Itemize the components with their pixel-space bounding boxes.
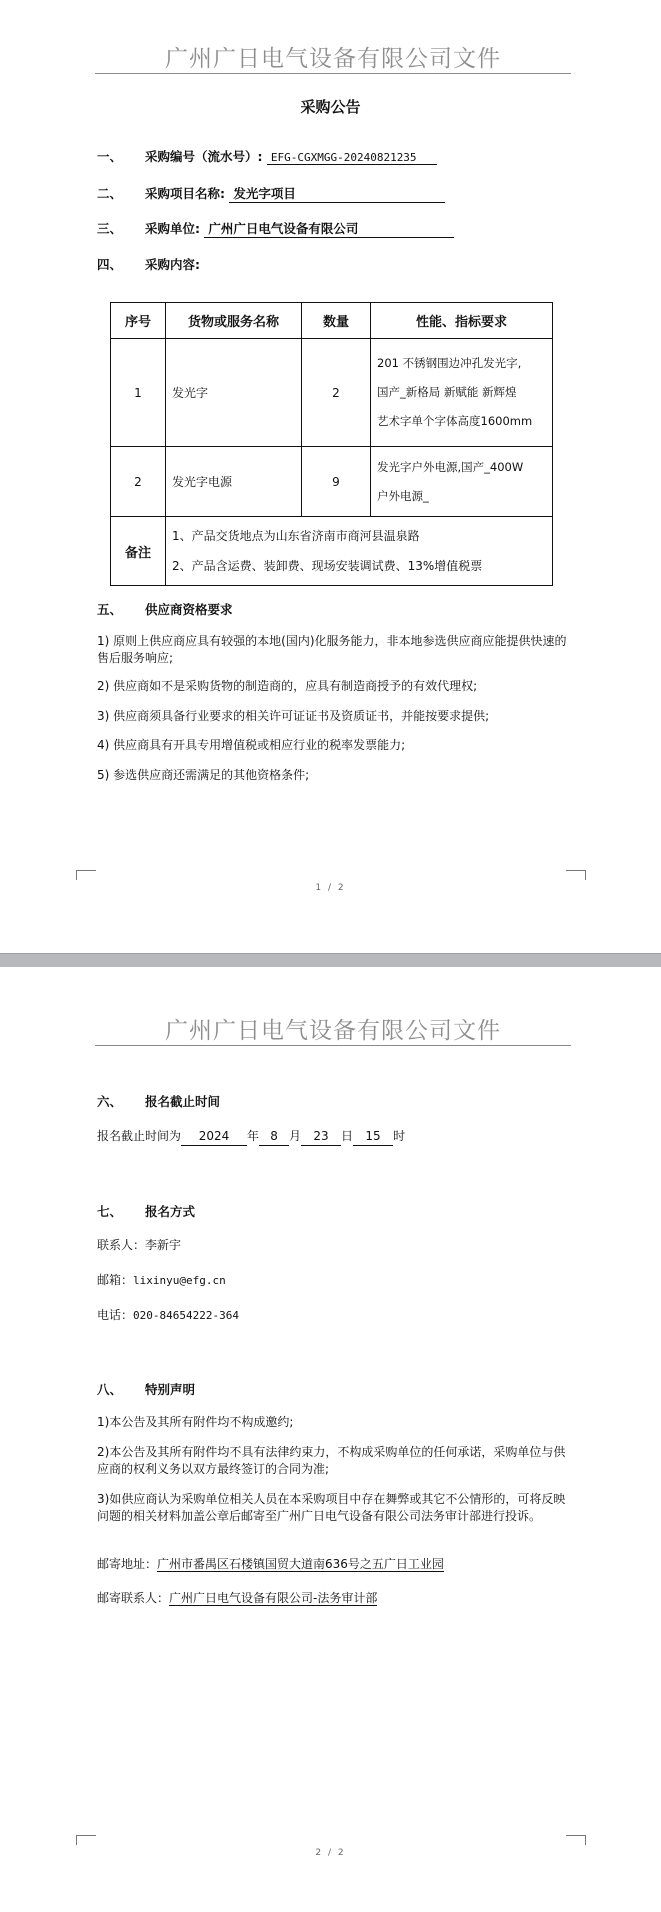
spec-line: 201 不锈钢围边冲孔发光字, xyxy=(377,356,522,370)
phone-value: 020-84654222-364 xyxy=(133,1309,239,1322)
section-label: 采购内容: xyxy=(145,257,200,272)
requirement-item: 5) 参选供应商还需满足的其他资格条件; xyxy=(97,768,310,782)
section-procurement-unit xyxy=(97,219,454,238)
section-supplier-qualification xyxy=(97,600,233,618)
deadline-line xyxy=(97,1128,567,1146)
statement-item: 3)如供应商认为采购单位相关人员在本采购项目中存在舞弊或其它不公情形的，可将反映问题的相关材料加盖公章后邮寄至广州广日电气设备有限公司法务审计部进行投诉。 xyxy=(97,1492,566,1523)
page-separator xyxy=(0,953,661,967)
spec-line: 艺术字单个字体高度1600mm xyxy=(377,414,533,428)
section-label: 采购编号（流水号）: xyxy=(145,149,263,164)
section-label: 采购项目名称: xyxy=(145,186,225,201)
section-number: 五、 xyxy=(97,602,123,617)
section-number: 六、 xyxy=(97,1094,123,1109)
cell-qty: 2 xyxy=(302,339,371,447)
column-header: 货物或服务名称 xyxy=(166,303,302,339)
cell-qty: 9 xyxy=(302,447,371,517)
contact-label: 联系人： xyxy=(97,1238,146,1252)
table-row xyxy=(111,447,553,517)
table-header-row xyxy=(111,303,553,339)
deadline-year-unit: 年 xyxy=(247,1129,260,1143)
section-number: 二、 xyxy=(97,186,123,201)
deadline-day-unit: 日 xyxy=(341,1129,354,1143)
page-corner-mark xyxy=(566,870,586,880)
phone-label: 电话： xyxy=(97,1308,134,1322)
requirement-item: 4) 供应商具有开具专用增值税或相应行业的税率发票能力; xyxy=(97,738,406,752)
deadline-day: 23 xyxy=(301,1128,341,1146)
section-project-name xyxy=(97,184,445,203)
email-line xyxy=(97,1272,567,1289)
project-name-value: 发光字项目 xyxy=(229,184,445,203)
statement-item: 2)本公告及其所有附件均不具有法律约束力，不构成采购单位的任何承诺，采购单位与供应商的权利义务以双方最终签订的合同为准; xyxy=(97,1445,566,1476)
requirement-item: 3) 供应商须具备行业要求的相关许可证证书及资质证书，并能按要求提供; xyxy=(97,709,490,723)
contact-value: 李新宇 xyxy=(145,1238,182,1252)
cell-name: 发光字电源 xyxy=(166,447,302,517)
page-corner-mark xyxy=(566,1835,586,1845)
cell-spec xyxy=(371,447,553,517)
contact-line xyxy=(97,1237,567,1254)
deadline-hour-unit: 时 xyxy=(393,1129,406,1143)
section-label: 采购单位: xyxy=(145,221,200,236)
spec-line: 发光字户外电源,国产_400W xyxy=(377,459,524,474)
deadline-year: 2024 xyxy=(181,1128,247,1146)
column-header: 性能、指标要求 xyxy=(371,303,553,339)
section-label: 特别声明 xyxy=(145,1382,196,1397)
remark-label: 备注 xyxy=(111,517,166,586)
document-header: 广州广日电气设备有限公司文件 xyxy=(165,1018,501,1044)
section-number: 四、 xyxy=(97,257,123,272)
cell-name: 发光字 xyxy=(166,339,302,447)
cell-spec xyxy=(371,339,553,447)
remark-line: 1、产品交货地点为山东省济南市商河县温泉路 xyxy=(172,529,420,543)
mail-contact-line xyxy=(97,1590,567,1607)
spec-line: 国产_新格局 新赋能 新辉煌 xyxy=(377,385,517,399)
deadline-hour: 15 xyxy=(353,1128,393,1146)
deadline-month-unit: 月 xyxy=(289,1129,302,1143)
cell-no: 1 xyxy=(111,339,166,447)
document-page-2 xyxy=(0,967,661,1912)
mail-contact-value: 广州广日电气设备有限公司-法务审计部 xyxy=(169,1591,378,1605)
page-title: 采购公告 xyxy=(300,98,361,116)
remark-content xyxy=(166,517,553,586)
section-registration-method xyxy=(97,1202,195,1220)
procurement-unit-value: 广州广日电气设备有限公司 xyxy=(204,219,454,238)
requirement-item: 2) 供应商如不是采购货物的制造商的，应具有制造商授予的有效代理权; xyxy=(97,679,478,693)
section-procurement-number xyxy=(97,147,437,165)
section-procurement-content xyxy=(97,255,200,273)
page-number: 1 / 2 xyxy=(315,883,346,893)
section-registration-deadline xyxy=(97,1092,220,1110)
section-label: 报名截止时间 xyxy=(145,1094,221,1109)
section-number: 一、 xyxy=(97,149,123,164)
requirement-item: 1) 原则上供应商应具有较强的本地(国内)化服务能力，非本地参选供应商应能提供快速的售后服务响应; xyxy=(97,634,567,665)
section-label: 供应商资格要求 xyxy=(145,602,233,617)
table-remark-row xyxy=(111,517,553,586)
section-number: 八、 xyxy=(97,1382,123,1397)
procurement-number-value: EFG-CGXMGG-20240821235 xyxy=(267,151,437,165)
cell-no: 2 xyxy=(111,447,166,517)
mail-address-line xyxy=(97,1556,567,1573)
column-header: 数量 xyxy=(302,303,371,339)
remark-line: 2、产品含运费、装卸费、现场安装调试费、13%增值税票 xyxy=(172,559,483,573)
section-number: 三、 xyxy=(97,221,123,236)
page-corner-mark xyxy=(76,870,96,880)
page-number: 2 / 2 xyxy=(315,1848,346,1858)
document-header: 广州广日电气设备有限公司文件 xyxy=(165,46,501,72)
table-row xyxy=(111,339,553,447)
mail-address-label: 邮寄地址： xyxy=(97,1557,158,1571)
mail-address-value: 广州市番禺区石楼镇国贸大道南636号之五广日工业园 xyxy=(157,1557,444,1571)
email-value: lixinyu@efg.cn xyxy=(133,1274,226,1287)
procurement-table xyxy=(110,302,553,586)
deadline-month: 8 xyxy=(259,1128,289,1146)
email-label: 邮箱： xyxy=(97,1273,134,1287)
header-rule xyxy=(95,73,571,74)
spec-line: 户外电源_ xyxy=(377,488,429,503)
section-label: 报名方式 xyxy=(145,1204,196,1219)
header-rule xyxy=(95,1045,571,1046)
section-special-statement xyxy=(97,1380,195,1398)
deadline-prefix: 报名截止时间为 xyxy=(97,1129,182,1143)
document-page-1 xyxy=(0,0,661,953)
section-number: 七、 xyxy=(97,1204,123,1219)
phone-line xyxy=(97,1307,567,1324)
column-header: 序号 xyxy=(111,303,166,339)
statement-item: 1)本公告及其所有附件均不构成邀约; xyxy=(97,1415,294,1429)
mail-contact-label: 邮寄联系人： xyxy=(97,1591,170,1605)
page-corner-mark xyxy=(76,1835,96,1845)
